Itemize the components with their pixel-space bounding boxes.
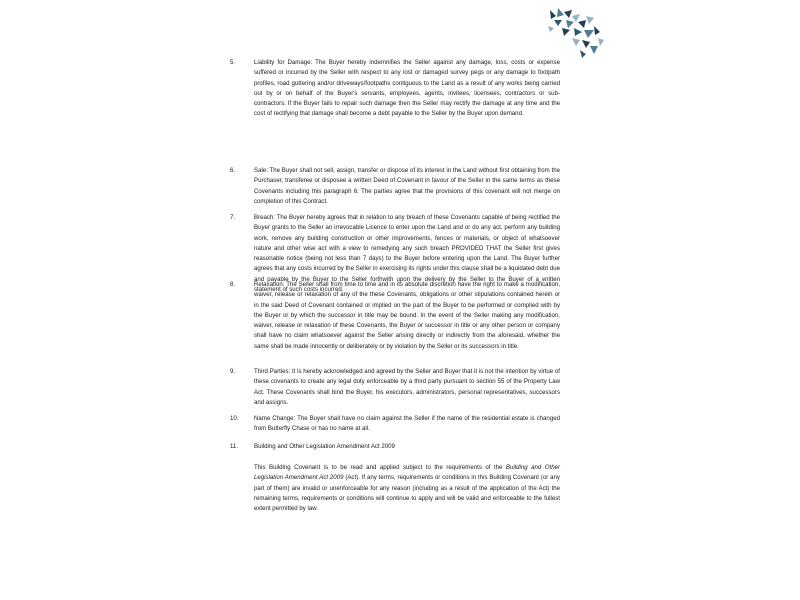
clause-number: 9. xyxy=(230,368,236,375)
clause-number: 6. xyxy=(230,167,236,174)
clause-text: Relaxation: The Seller shall from time to time and in its absolute discretion have the right to make a modification, waiver, release or relaxation of any of the these Covenants, obligations or other stipulations contained herein or in the said Deed of Covenant contained or implied on the part of the Buyer to be performed or complied with by the Buyer or by which the successor in title may be bound. In the event of the Seller making any modification, waiver, release or relaxation of these Covenants, the Buyer or successor in title or any other person or company shall have no claim whatsoever against the Seller arising directly or indirectly from the aforesaid, whether the same shall be made innocently or deliberately or by violation by the Seller or its successors in title. xyxy=(254,281,560,350)
clause-heading: Building and Other Legislation Amendment Act 2009 xyxy=(254,443,395,450)
clause-11-body-pre: This Building Covenant is to be read and applied subject to the requirements of the xyxy=(254,464,506,471)
clause-number: 7. xyxy=(230,214,236,221)
clause-text: Name Change: The Buyer shall have no claim against the Seller if the name of the residential estate is changed from Butterfly Chase or has no name at all. xyxy=(254,415,560,433)
act-name: Building and Other Legislation Amendment Act 2009 xyxy=(254,464,560,482)
clause-text: Breach: The Buyer hereby agrees that in relation to any breach of these Covenants capable of being rectified the Buyer grants to the Seller an irrevocable Licence to enter upon the Land and or do any act, perform any building work, remove any building construction or other improvements, fences or materials, or object of whatsoever nature and other wise act with a view to remedying any such breach PROVIDED THAT the Seller first gives reasonable notice (being not less than 7 days) to the Buyer before entering upon the Land. The Buyer further agrees that any costs incurred by the Seller in exercising its rights under this clause shall be a liquidated debt due and payable by the Buyer to the Seller forthwith upon the delivery by the Seller to the Buyer of a written statement of such costs incurred. xyxy=(254,214,560,294)
clause-number: 10. xyxy=(230,415,239,422)
clause-text: Third Parties: It is hereby acknowledged and agreed by the Seller and Buyer that it is not the intention by virtue of these covenants to create any legal duty enforceable by a third party pursuant to section 55 of the Property Law Act. These Covenants shall bind the Buyer, his executors, administrators, personal representatives, successors and assigns. xyxy=(254,368,560,406)
clause-11-body-post: (Act). If any terms, requirements or conditions in this Building Covenant (or any part of them) are invalid or unenforceable for any reason (including as a result of the application of the Act) the remaining terms, requirements or conditions will continue to apply and will be valid and enforceable to the fullest extent permitted by law. xyxy=(254,474,560,513)
clause-number: 5. xyxy=(230,59,236,66)
clause-number: 8. xyxy=(230,281,236,288)
clause-text: Liability for Damage: The Buyer hereby indemnifies the Seller against any damage, loss, costs or expense suffered or incurred by the Seller with respect to any lost or damaged survey pegs or any damage to footpath profiles, road guttering and/or driveways/footpaths contiguous to the Land as a result of any works being carried out by or on behalf of the Buyer's servants, employees, agents, invitees, licensees, contractors or sub-contractors. If the Buyer fails to repair such damage then the Seller may rectify the damage at any time and the cost of rectifying that damage shall become a debt payable to the Seller by the Buyer upon demand. xyxy=(254,59,560,118)
clause-number: 11. xyxy=(230,443,239,450)
clause-text: Sale: The Buyer shall not sell, assign, transfer or dispose of its interest in the Land without first obtaining from the Purchaser, transferee or disposee a written Deed of Covenant in favour of the Seller in the same terms as these Covenants including this paragraph 6. The parties agree that the provisions of this covenant will not merge on completion of this Contract. xyxy=(254,167,560,205)
clause-11-body xyxy=(254,463,560,514)
